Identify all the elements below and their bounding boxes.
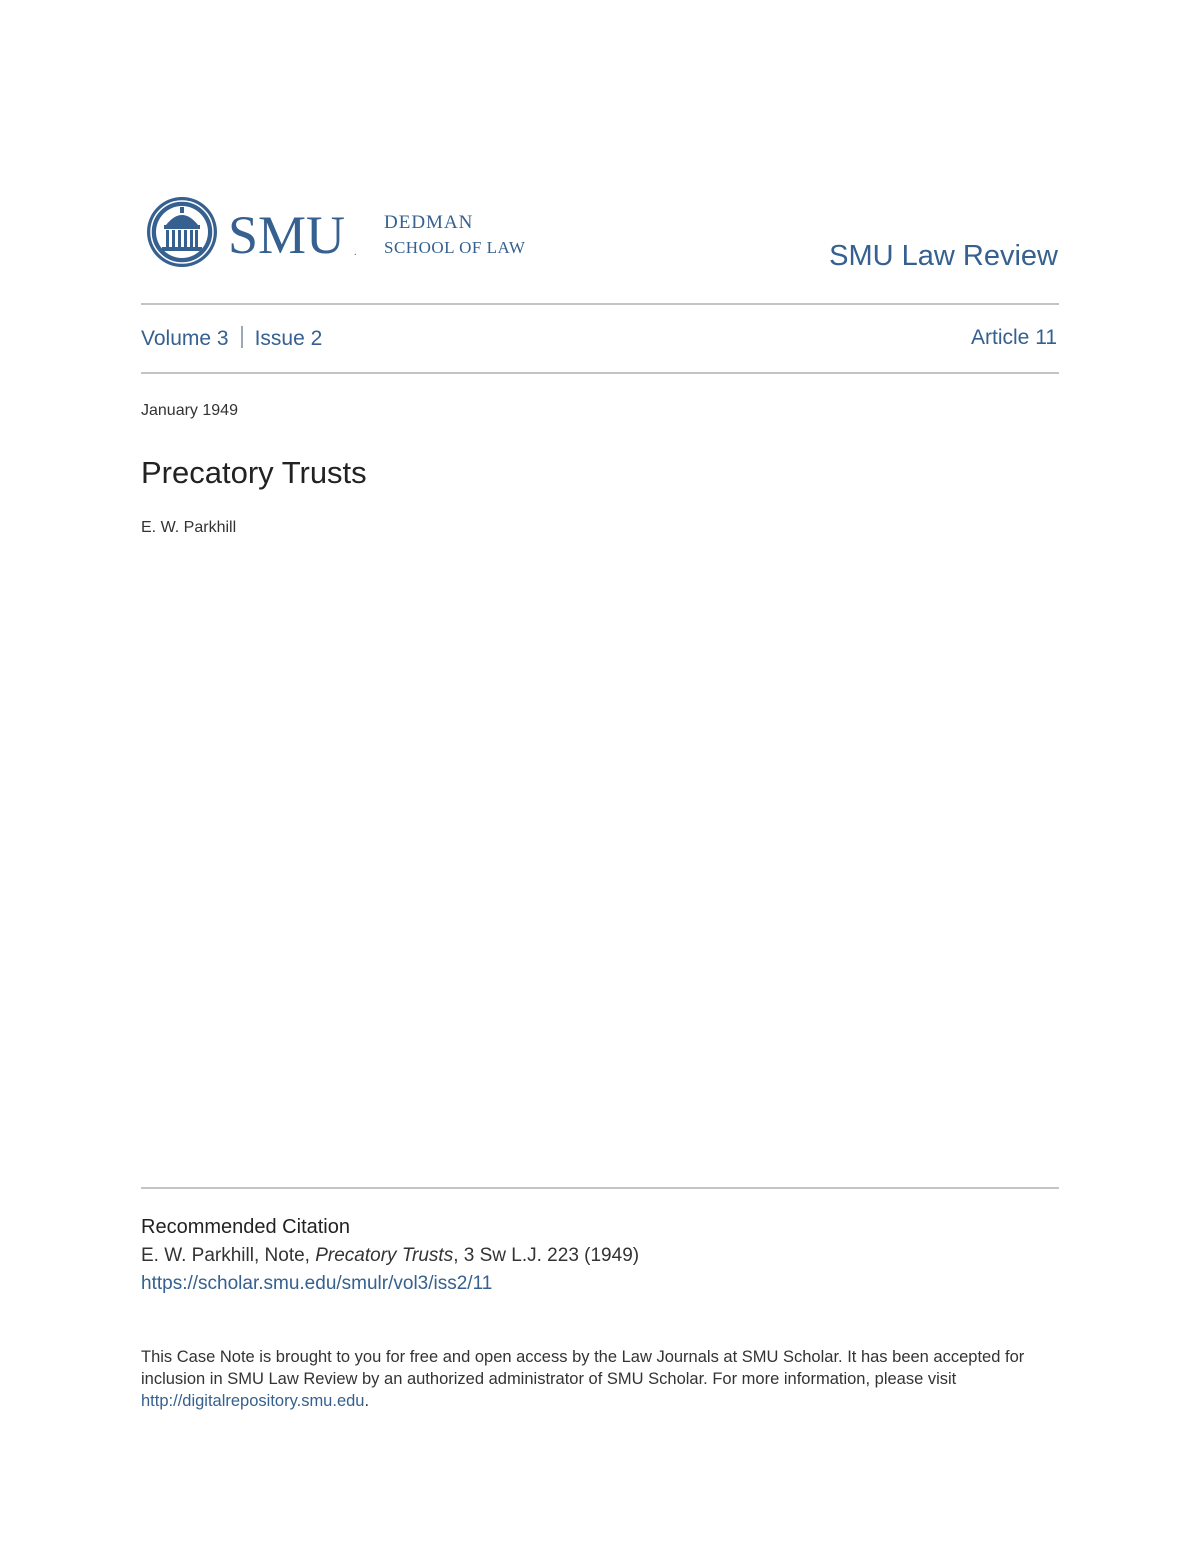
publication-date: January 1949	[141, 402, 238, 419]
article-author: E. W. Parkhill	[141, 519, 237, 536]
citation-text	[141, 1245, 639, 1267]
volume-link[interactable]: Volume 3	[141, 327, 229, 350]
citation-prefix: E. W. Parkhill, Note,	[141, 1245, 316, 1266]
separator	[241, 326, 243, 348]
access-notice	[141, 1346, 1041, 1412]
smu-dedman-logo	[146, 195, 566, 270]
seal-icon	[147, 197, 217, 267]
logo-school-line1: DEDMAN	[384, 212, 474, 233]
citation-url-link[interactable]: https://scholar.smu.edu/smulr/vol3/iss2/11	[141, 1273, 493, 1294]
svg-text:.: .	[354, 247, 357, 258]
repository-link[interactable]: http://digitalrepository.smu.edu	[141, 1392, 365, 1410]
journal-title[interactable]: SMU Law Review	[829, 240, 1058, 272]
notice-text: This Case Note is brought to you for free and open access by the Law Journals at SMU Scholar. It has been accepted for inclusion in SMU Law Review by an authorized administrator of SMU Scholar. For more information, please visit	[141, 1348, 1025, 1388]
issue-link[interactable]: Issue 2	[254, 327, 323, 350]
citation-suffix: , 3 Sw L.J. 223 (1949)	[453, 1245, 640, 1266]
article-title: Precatory Trusts	[141, 455, 367, 490]
citation-heading: Recommended Citation	[141, 1216, 350, 1238]
divider	[141, 303, 1059, 305]
logo-wordmark: SMU	[228, 205, 346, 265]
divider	[141, 1187, 1059, 1189]
citation-title: Precatory Trusts	[315, 1245, 454, 1266]
article-number-link[interactable]: Article 11	[971, 326, 1057, 349]
volume-issue-line	[141, 326, 322, 351]
logo-school-line2: SCHOOL OF LAW	[384, 238, 526, 257]
divider	[141, 372, 1059, 374]
notice-end: .	[364, 1392, 370, 1410]
